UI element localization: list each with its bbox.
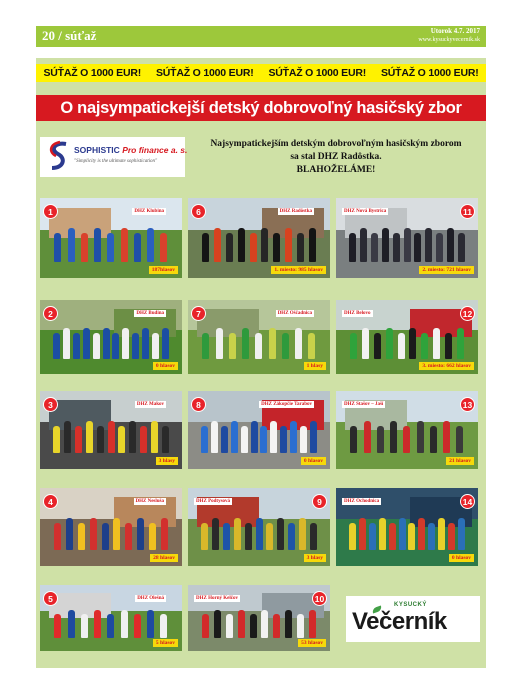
photo-person <box>86 421 93 454</box>
photo-person <box>280 426 287 454</box>
photo-person <box>310 523 317 551</box>
photo-person <box>349 523 356 551</box>
entry-number-badge: 2 <box>43 306 58 321</box>
photo-person <box>285 610 292 638</box>
issue-date: Utorok 4.7. 2017 <box>430 27 480 35</box>
entry-photo[interactable] <box>40 300 182 374</box>
photo-person <box>94 610 101 638</box>
publication-logo <box>346 596 480 642</box>
photo-person <box>73 333 80 359</box>
publication-name: Večerník <box>352 608 447 635</box>
entry-number-badge: 11 <box>460 204 475 219</box>
photo-person <box>107 233 114 262</box>
entry-number-badge: 14 <box>460 494 475 509</box>
announcement-line: Najsympatickejším detským dobrovoľným hasičským zborom <box>210 139 462 149</box>
photo-person <box>81 614 88 638</box>
photo-person <box>308 333 315 359</box>
photo-person <box>108 421 115 454</box>
photo-person <box>53 333 60 359</box>
photo-person <box>201 523 208 551</box>
photo-person <box>134 233 141 262</box>
photo-person <box>223 523 230 551</box>
entry-votes: 28 hlasov <box>150 554 178 562</box>
photo-person <box>389 523 396 551</box>
entry-number-badge: 4 <box>43 494 58 509</box>
photo-person <box>202 614 209 638</box>
photo-person <box>113 518 120 551</box>
prize-banner-item: SÚŤAŽ O 1000 EUR! <box>268 67 367 79</box>
sponsor-tagline: "Simplicity is the ultimate sophistication" <box>74 159 158 164</box>
entry-photo[interactable] <box>188 198 330 278</box>
photo-person <box>438 518 445 551</box>
entry-photo[interactable] <box>188 585 330 651</box>
photo-group <box>199 328 318 359</box>
photo-person <box>54 614 61 638</box>
entry-votes: 187hlasov <box>149 266 178 274</box>
photo-person <box>309 610 316 638</box>
photo-person <box>161 518 168 551</box>
prize-banner-item: SÚŤAŽ O 1000 EUR! <box>380 67 479 79</box>
entry-label: DHZ Radôstka <box>279 209 312 214</box>
entry-votes: 0 hlasov <box>153 362 178 370</box>
entry-votes: 1 hlasy <box>304 362 326 370</box>
photo-person <box>134 614 141 638</box>
photo-person <box>350 333 357 359</box>
entry-label: DHZ Horný Kelčov <box>196 596 238 601</box>
photo-person <box>425 228 432 262</box>
entry-votes: 1. miesto: 985 hlasov <box>271 266 326 274</box>
entry-label: DHZ Nová Bystrica <box>344 209 387 214</box>
entry-number-badge: 12 <box>460 306 475 321</box>
sponsor-name-rest: Pro finance a. s. <box>122 145 188 155</box>
entry-label: DHZ Zákopčie Tarabov <box>261 402 312 407</box>
photo-person <box>456 426 463 454</box>
entry-photo[interactable] <box>188 488 330 566</box>
page-header <box>36 26 486 47</box>
photo-person <box>234 518 241 551</box>
photo-person <box>64 421 71 454</box>
photo-person <box>349 233 356 262</box>
photo-person <box>445 333 452 359</box>
photo-person <box>297 233 304 262</box>
photo-person <box>162 426 169 454</box>
entry-label: DHZ Nesluša <box>135 499 164 504</box>
photo-person <box>404 228 411 262</box>
photo-person <box>414 233 421 262</box>
photo-person <box>261 228 268 262</box>
photo-person <box>443 421 450 454</box>
photo-group <box>199 518 318 551</box>
entry-label: DHZ Olešná <box>137 596 164 601</box>
photo-person <box>288 523 295 551</box>
photo-person <box>140 426 147 454</box>
photo-person <box>277 518 284 551</box>
photo-person <box>457 328 464 359</box>
photo-person <box>63 328 70 359</box>
sponsor-logo <box>40 137 188 177</box>
photo-person <box>297 614 304 638</box>
photo-person <box>90 518 97 551</box>
photo-person <box>242 328 249 359</box>
entry-label: DHZ Oščadnica <box>277 311 312 316</box>
photo-person <box>403 426 410 454</box>
photo-group <box>199 610 318 638</box>
entry-number-badge: 8 <box>191 397 206 412</box>
entry-photo[interactable] <box>336 391 478 469</box>
photo-person <box>270 421 277 454</box>
photo-person <box>350 426 357 454</box>
photo-person <box>295 328 302 359</box>
entry-label: DHZ Makov <box>136 402 164 407</box>
photo-person <box>142 328 149 359</box>
photo-person <box>417 421 424 454</box>
photo-person <box>241 426 248 454</box>
photo-person <box>132 333 139 359</box>
photo-person <box>250 614 257 638</box>
photo-person <box>147 610 154 638</box>
photo-person <box>221 426 228 454</box>
photo-person <box>261 610 268 638</box>
announcement-line: BLAHOŽELÁME! <box>296 165 376 175</box>
photo-person <box>290 421 297 454</box>
photo-group <box>51 328 170 359</box>
entry-number-badge: 6 <box>191 204 206 219</box>
photo-person <box>125 523 132 551</box>
photo-group <box>51 518 170 551</box>
photo-person <box>371 233 378 262</box>
photo-person <box>447 228 454 262</box>
photo-person <box>359 518 366 551</box>
photo-person <box>458 233 465 262</box>
photo-person <box>418 518 425 551</box>
entry-photo[interactable] <box>336 198 478 278</box>
photo-person <box>211 421 218 454</box>
website-url[interactable]: www.kysuckyvecernik.sk <box>418 37 480 43</box>
photo-person <box>374 333 381 359</box>
entry-number-badge: 9 <box>312 494 327 509</box>
photo-person <box>282 333 289 359</box>
photo-person <box>97 426 104 454</box>
entry-photo[interactable] <box>40 585 182 651</box>
photo-person <box>54 523 61 551</box>
photo-person <box>68 610 75 638</box>
prize-banner <box>36 64 486 82</box>
photo-person <box>238 228 245 262</box>
photo-person <box>266 523 273 551</box>
entry-votes: 21 hlasov <box>446 457 474 465</box>
photo-person <box>121 610 128 638</box>
photo-person <box>229 333 236 359</box>
photo-person <box>379 518 386 551</box>
photo-person <box>121 228 128 262</box>
photo-person <box>231 421 238 454</box>
photo-person <box>433 328 440 359</box>
entry-photo[interactable] <box>40 488 182 566</box>
entry-number-badge: 7 <box>191 306 206 321</box>
entry-votes: 3 hlasy <box>156 457 178 465</box>
entry-photo[interactable] <box>336 488 478 566</box>
photo-person <box>147 228 154 262</box>
photo-person <box>458 518 465 551</box>
photo-person <box>202 233 209 262</box>
photo-group <box>51 421 170 454</box>
prize-banner-item: SÚŤAŽ O 1000 EUR! <box>43 67 142 79</box>
photo-person <box>66 518 73 551</box>
photo-person <box>151 421 158 454</box>
photo-person <box>256 518 263 551</box>
sponsor-name <box>74 145 187 155</box>
photo-person <box>226 233 233 262</box>
winner-announcement <box>188 138 484 177</box>
photo-person <box>386 328 393 359</box>
entry-votes: 2. miesto: 721 hlasov <box>419 266 474 274</box>
photo-group <box>199 228 318 262</box>
photo-person <box>310 421 317 454</box>
photo-person <box>299 518 306 551</box>
photo-person <box>129 421 136 454</box>
photo-person <box>369 523 376 551</box>
photo-person <box>103 328 110 359</box>
contest-panel <box>36 58 486 668</box>
photo-person <box>226 614 233 638</box>
photo-person <box>360 228 367 262</box>
entry-label: DHZ Ochodnica <box>344 499 380 504</box>
photo-person <box>255 333 262 359</box>
entry-votes: 0 hlasov <box>449 554 474 562</box>
photo-person <box>269 328 276 359</box>
photo-person <box>94 228 101 262</box>
photo-person <box>53 426 60 454</box>
photo-person <box>118 426 125 454</box>
photo-person <box>362 328 369 359</box>
contest-title: O najsympatickejší detský dobrovoľný hasičský zbor <box>36 95 486 121</box>
photo-person <box>68 228 75 262</box>
entry-label: DHZ Podtysová <box>196 499 231 504</box>
photo-person <box>149 523 156 551</box>
photo-group <box>199 421 318 454</box>
photo-person <box>112 333 119 359</box>
entry-number-badge: 1 <box>43 204 58 219</box>
photo-group <box>51 610 170 638</box>
entry-photo[interactable] <box>188 300 330 374</box>
entry-votes: 53 hlasov <box>298 639 326 647</box>
photo-person <box>238 610 245 638</box>
photo-person <box>436 233 443 262</box>
photo-person <box>448 523 455 551</box>
photo-person <box>160 614 167 638</box>
photo-person <box>201 426 208 454</box>
entry-votes: 3 hlasy <box>304 554 326 562</box>
photo-group <box>347 421 466 454</box>
photo-group <box>51 228 170 262</box>
photo-person <box>245 523 252 551</box>
photo-person <box>390 421 397 454</box>
section-title: 20 / súťaž <box>42 28 97 43</box>
photo-person <box>214 610 221 638</box>
photo-person <box>250 233 257 262</box>
photo-person <box>251 421 258 454</box>
photo-person <box>273 233 280 262</box>
photo-person <box>202 333 209 359</box>
entry-photo[interactable] <box>40 198 182 278</box>
entry-votes: 5 hlasov <box>153 639 178 647</box>
photo-person <box>382 228 389 262</box>
entry-votes: 3. miesto: 662 hlasov <box>419 362 474 370</box>
entry-number-badge: 3 <box>43 397 58 412</box>
entry-label: DHZ Stašov – Jaší <box>344 402 384 407</box>
photo-person <box>162 328 169 359</box>
photo-person <box>93 333 100 359</box>
photo-person <box>399 518 406 551</box>
photo-person <box>260 426 267 454</box>
photo-person <box>300 426 307 454</box>
photo-group <box>347 518 466 551</box>
photo-person <box>212 518 219 551</box>
photo-person <box>285 228 292 262</box>
photo-person <box>273 614 280 638</box>
entry-number-badge: 10 <box>312 591 327 606</box>
photo-person <box>409 328 416 359</box>
announcement-line: sa stal DHZ Radôstka. <box>290 152 382 162</box>
photo-person <box>81 233 88 262</box>
photo-person <box>160 233 167 262</box>
entry-number-badge: 5 <box>43 591 58 606</box>
photo-person <box>214 228 221 262</box>
photo-group <box>347 228 466 262</box>
entry-number-badge: 13 <box>460 397 475 412</box>
photo-person <box>137 518 144 551</box>
entry-photo[interactable] <box>40 391 182 469</box>
photo-person <box>377 426 384 454</box>
prize-banner-item: SÚŤAŽ O 1000 EUR! <box>155 67 254 79</box>
photo-person <box>78 523 85 551</box>
photo-person <box>107 614 114 638</box>
photo-person <box>216 328 223 359</box>
photo-person <box>75 426 82 454</box>
photo-person <box>54 233 61 262</box>
photo-person <box>430 426 437 454</box>
photo-person <box>428 523 435 551</box>
photo-person <box>398 333 405 359</box>
entry-label: DHZ Belovo <box>344 311 371 316</box>
photo-person <box>408 523 415 551</box>
publication-prefix: KYSUCKÝ <box>394 602 427 608</box>
entry-votes: 0 hlasov <box>301 457 326 465</box>
photo-person <box>152 333 159 359</box>
photo-person <box>364 421 371 454</box>
sponsor-s-icon <box>46 140 72 172</box>
sponsor-name-main: SOPHISTIC <box>74 145 120 155</box>
photo-person <box>83 328 90 359</box>
entry-label: DHZ Budina <box>136 311 164 316</box>
entry-photo[interactable] <box>188 391 330 469</box>
entry-photo[interactable] <box>336 300 478 374</box>
photo-person <box>393 233 400 262</box>
entry-label: DHZ Klubina <box>134 209 164 214</box>
photo-person <box>122 328 129 359</box>
photo-person <box>102 523 109 551</box>
photo-person <box>309 228 316 262</box>
photo-person <box>421 333 428 359</box>
photo-group <box>347 328 466 359</box>
